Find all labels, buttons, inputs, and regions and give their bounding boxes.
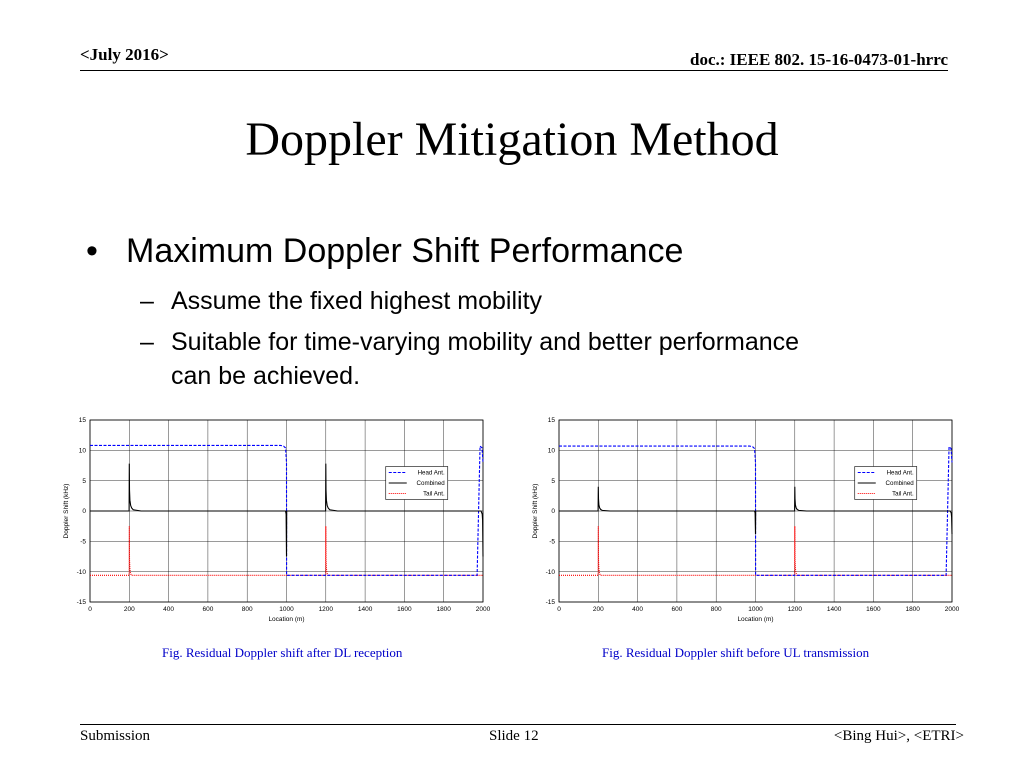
sub-bullet-1-text: Assume the fixed highest mobility xyxy=(171,287,543,315)
x-tick-label: 1800 xyxy=(436,606,451,613)
x-tick-label: 1200 xyxy=(787,606,803,613)
header-date: <July 2016> xyxy=(80,45,169,64)
x-tick-label: 0 xyxy=(88,606,92,613)
x-axis-label: Location (m) xyxy=(737,616,774,623)
x-tick-label: 1000 xyxy=(748,606,763,613)
header-divider xyxy=(80,70,948,71)
legend-label: Combined xyxy=(885,480,914,488)
y-tick-label: 10 xyxy=(78,447,86,455)
x-tick-label: 400 xyxy=(632,606,644,613)
sub-bullet-1 xyxy=(140,284,542,318)
sub-bullet-2 xyxy=(140,325,900,393)
chart-legend xyxy=(386,467,448,500)
y-tick-label: -5 xyxy=(549,538,555,546)
legend-label: Tail Ant. xyxy=(892,490,914,498)
x-tick-label: 1400 xyxy=(357,606,373,613)
x-tick-label: 1400 xyxy=(826,606,842,613)
x-tick-label: 200 xyxy=(123,606,135,613)
footer-submission: Submission xyxy=(80,728,151,744)
x-tick-label: 1600 xyxy=(866,606,881,613)
x-tick-label: 1600 xyxy=(397,606,412,613)
dash-icon: – xyxy=(140,328,154,356)
y-tick-label: -15 xyxy=(545,599,555,607)
y-tick-label: -5 xyxy=(80,538,86,546)
x-tick-label: 2000 xyxy=(944,606,960,613)
x-tick-label: 800 xyxy=(241,606,253,613)
y-tick-label: -10 xyxy=(76,568,86,576)
x-tick-label: 400 xyxy=(163,606,175,613)
legend-label: Head Ant. xyxy=(417,469,445,477)
y-tick-label: -10 xyxy=(545,568,555,576)
y-tick-label: 5 xyxy=(551,477,555,485)
legend-label: Tail Ant. xyxy=(423,490,445,498)
x-tick-label: 800 xyxy=(710,606,722,613)
x-tick-label: 1000 xyxy=(279,606,294,613)
slide-title: Doppler Mitigation Method xyxy=(245,113,779,166)
y-tick-label: 5 xyxy=(82,477,86,485)
footer-author: <Bing Hui>, <ETRI> xyxy=(833,728,964,744)
legend-label: Head Ant. xyxy=(886,469,914,477)
footer-divider xyxy=(80,724,956,725)
y-tick-label: 0 xyxy=(551,508,555,516)
main-bullet xyxy=(86,232,683,271)
y-tick-label: 10 xyxy=(547,447,555,455)
x-tick-label: 0 xyxy=(557,606,561,613)
legend-label: Combined xyxy=(416,480,445,488)
sub-bullet-2-continuation: can be achieved. xyxy=(171,362,361,390)
x-tick-label: 600 xyxy=(202,606,214,613)
y-tick-label: 0 xyxy=(82,508,86,516)
header-doc-id: doc.: IEEE 802. 15-16-0473-01-hrrc xyxy=(690,50,948,69)
chart-legend xyxy=(855,467,917,500)
chart-dl-reception xyxy=(56,410,491,625)
x-axis-label: Location (m) xyxy=(268,616,305,623)
x-tick-label: 600 xyxy=(671,606,683,613)
caption-ul: Fig. Residual Doppler shift before UL transmission xyxy=(602,645,870,660)
y-tick-label: 15 xyxy=(547,417,555,425)
x-tick-label: 1800 xyxy=(905,606,920,613)
main-bullet-text: Maximum Doppler Shift Performance xyxy=(126,232,684,270)
x-tick-label: 2000 xyxy=(475,606,491,613)
x-tick-label: 1200 xyxy=(318,606,334,613)
bullet-dot: • xyxy=(86,232,98,270)
footer-slide-number: Slide 12 xyxy=(489,728,539,744)
caption-dl: Fig. Residual Doppler shift after DL reception xyxy=(162,645,403,660)
sub-bullet-2-text: Suitable for time-varying mobility and better performance xyxy=(171,328,800,356)
y-axis-label: Doppler Shift (kHz) xyxy=(532,483,539,539)
y-tick-label: -15 xyxy=(76,599,86,607)
chart-ul-transmission xyxy=(525,410,960,625)
dash-icon: – xyxy=(140,287,154,315)
y-axis-label: Doppler Shift (kHz) xyxy=(63,483,70,539)
x-tick-label: 200 xyxy=(592,606,604,613)
y-tick-label: 15 xyxy=(78,417,86,425)
